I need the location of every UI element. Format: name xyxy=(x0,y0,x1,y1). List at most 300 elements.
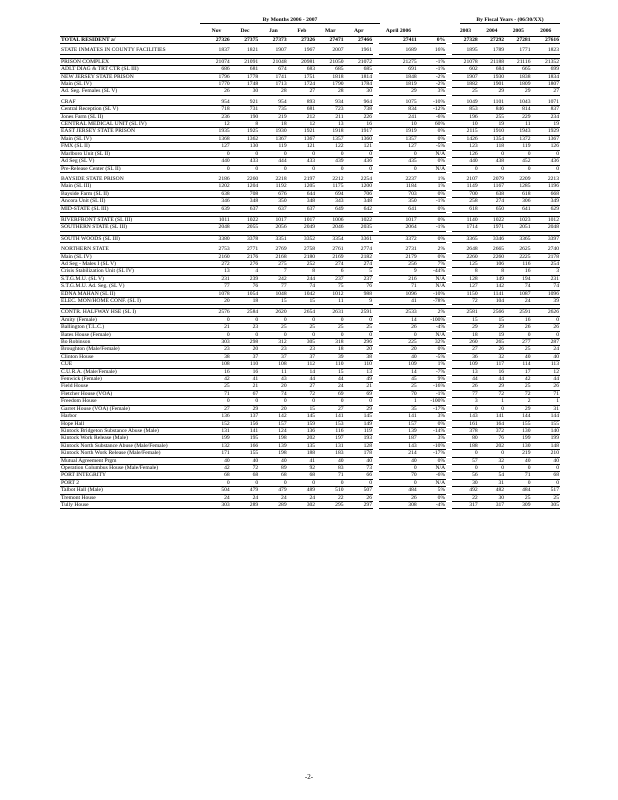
value-cell: 49 xyxy=(345,376,373,383)
value-cell: 2761 xyxy=(316,246,344,253)
value-cell: 202 xyxy=(479,442,505,449)
value-cell: 846 xyxy=(479,106,505,113)
row-label: Main (SL IV) xyxy=(60,135,202,142)
row-label: Field House xyxy=(60,383,202,390)
table-body xyxy=(60,37,560,509)
value-cell: 484 xyxy=(379,487,418,494)
value-cell: 242 xyxy=(259,275,287,282)
value-cell: 1935 xyxy=(202,128,230,135)
value-cell: 1367 xyxy=(288,135,316,142)
value-cell: 8 xyxy=(231,121,259,128)
col-april-2006: April 2006 xyxy=(379,26,418,37)
value-cell: N/A xyxy=(418,165,446,172)
value-cell: N/A xyxy=(418,464,446,471)
row-label: Central Reception (SL V) xyxy=(60,106,202,113)
value-cell: 1907 xyxy=(452,73,478,80)
value-cell: 27375 xyxy=(231,37,259,44)
value-cell: 32 xyxy=(479,353,505,360)
value-cell: 1202 xyxy=(202,183,230,190)
value-cell: 13 xyxy=(452,368,478,375)
value-cell: 1022 xyxy=(231,216,259,223)
value-cell: 2591 xyxy=(345,309,373,316)
value-cell: 12 xyxy=(288,121,316,128)
value-cell: 77 xyxy=(202,283,230,290)
value-cell: 2169 xyxy=(316,253,344,260)
value-cell: 108 xyxy=(259,361,287,368)
value-cell: -78% xyxy=(418,298,446,305)
value-cell: 144 xyxy=(505,413,531,420)
value-cell: 1714 xyxy=(452,224,478,231)
value-cell: 25 xyxy=(316,324,344,331)
value-cell: 31 xyxy=(532,405,561,412)
value-cell: 1022 xyxy=(345,216,373,223)
value-cell: 1 xyxy=(379,398,418,405)
value-cell: 0% xyxy=(418,494,446,501)
value-cell: 183 xyxy=(316,450,344,457)
value-cell: 68 xyxy=(288,472,316,479)
value-cell: 0 xyxy=(532,316,561,323)
value-cell: 28 xyxy=(259,88,287,95)
value-cell: 1796 xyxy=(202,73,230,80)
row-label: Bayside Farm (SL II) xyxy=(60,190,202,197)
value-cell: 71 xyxy=(316,472,344,479)
value-cell: 348 xyxy=(345,198,373,205)
value-cell: 1961 xyxy=(345,47,373,54)
value-cell: 2237 xyxy=(379,176,418,183)
value-cell: 69 xyxy=(316,390,344,397)
value-cell: 29 xyxy=(505,88,531,95)
value-cell: 2049 xyxy=(288,224,316,231)
value-cell: 444 xyxy=(259,158,287,165)
col-pct xyxy=(418,26,446,37)
value-cell: 119 xyxy=(259,143,287,150)
value-cell: 2176 xyxy=(231,253,259,260)
value-cell: 40 xyxy=(505,457,531,464)
row-label: Garret House (VOA) (Female) xyxy=(60,405,202,412)
value-cell: 1357 xyxy=(316,135,344,142)
value-cell: 139 xyxy=(259,442,287,449)
value-cell: 814 xyxy=(505,106,531,113)
table-row xyxy=(60,73,560,80)
value-cell: 258 xyxy=(452,198,478,205)
table-row xyxy=(60,398,560,405)
value-cell: 27411 xyxy=(379,37,418,44)
value-cell: 106 xyxy=(479,260,505,267)
value-cell: 1426 xyxy=(452,135,478,142)
table-row xyxy=(60,183,560,190)
value-cell: 723 xyxy=(316,106,344,113)
value-cell: 119 xyxy=(505,143,531,150)
value-cell: 2048 xyxy=(202,224,230,231)
value-cell: 3351 xyxy=(259,235,287,242)
value-cell: 42 xyxy=(202,464,230,471)
value-cell: 2% xyxy=(418,246,446,253)
value-cell: N/A xyxy=(418,275,446,282)
value-cell: 131 xyxy=(202,427,230,434)
value-cell: 31 xyxy=(479,479,505,486)
value-cell: 489 xyxy=(288,487,316,494)
table-row xyxy=(60,190,560,197)
value-cell: 25 xyxy=(505,383,531,390)
value-cell: 41 xyxy=(288,457,316,464)
value-cell: 1167 xyxy=(479,183,505,190)
table-row xyxy=(60,260,560,267)
value-cell: 2212 xyxy=(316,176,344,183)
value-cell: 143 xyxy=(379,442,418,449)
value-cell: 44 xyxy=(316,376,344,383)
row-label: Hope Hall xyxy=(60,420,202,427)
value-cell: 26 xyxy=(379,494,418,501)
value-cell: 2625 xyxy=(505,246,531,253)
value-cell: 1096 xyxy=(532,290,561,297)
value-cell: 3 xyxy=(452,398,478,405)
table-row xyxy=(60,246,560,253)
value-cell: 126 xyxy=(452,150,478,157)
value-cell: 1101 xyxy=(479,99,505,106)
value-cell: 16 xyxy=(231,368,259,375)
table-row xyxy=(60,58,560,65)
row-label: PRISON COMPLEX xyxy=(60,58,202,65)
value-cell: 21 xyxy=(345,383,373,390)
value-cell: 26 xyxy=(379,324,418,331)
table-row xyxy=(60,435,560,442)
value-cell: 1017 xyxy=(288,216,316,223)
value-cell: 0 xyxy=(379,331,418,338)
value-cell: 40 xyxy=(231,457,259,464)
value-cell: 296 xyxy=(345,339,373,346)
value-cell: 27 xyxy=(202,405,230,412)
value-cell: 0 xyxy=(316,331,344,338)
value-cell: 1807 xyxy=(532,81,561,88)
value-cell: 1814 xyxy=(345,73,373,80)
row-label: Ancora Unit (SL II) xyxy=(60,198,202,205)
table-row xyxy=(60,268,560,275)
value-cell: 1751 xyxy=(288,73,316,80)
value-cell: 23 xyxy=(202,346,230,353)
value-cell: 29 xyxy=(231,405,259,412)
value-cell: 155 xyxy=(532,420,561,427)
value-cell: 29 xyxy=(345,405,373,412)
value-cell: 1204 xyxy=(231,183,259,190)
value-cell: 40 xyxy=(532,353,561,360)
value-cell: 0 xyxy=(479,464,505,471)
row-label: TOTAL RESIDENT a/ xyxy=(60,37,202,44)
value-cell: 343 xyxy=(316,198,344,205)
value-cell: 30 xyxy=(479,494,505,501)
value-cell: 195 xyxy=(231,435,259,442)
value-cell: 2581 xyxy=(452,309,478,316)
value-cell: 676 xyxy=(259,190,287,197)
value-cell: 72 xyxy=(231,464,259,471)
value-cell: 37 xyxy=(288,353,316,360)
value-cell: 440 xyxy=(202,158,230,165)
value-cell: 295 xyxy=(316,501,344,508)
value-cell: 2218 xyxy=(259,176,287,183)
table-row xyxy=(60,47,560,54)
value-cell: 0 xyxy=(316,479,344,486)
value-cell: 21275 xyxy=(379,58,418,65)
value-cell: 2769 xyxy=(259,246,287,253)
value-cell: 0 xyxy=(379,150,418,157)
value-cell: 507 xyxy=(345,487,373,494)
value-cell: 0 xyxy=(288,316,316,323)
value-cell: 18 xyxy=(231,298,259,305)
value-cell: 703 xyxy=(379,190,418,197)
value-cell: -10% xyxy=(418,99,446,106)
value-cell: 161 xyxy=(452,420,478,427)
value-cell: 27471 xyxy=(316,37,344,44)
value-cell: 0 xyxy=(505,331,531,338)
group-header xyxy=(60,16,560,26)
value-cell: 665 xyxy=(505,66,531,73)
value-cell: 143 xyxy=(452,413,478,420)
col-apr: Apr xyxy=(345,26,373,37)
value-cell: 130 xyxy=(505,427,531,434)
table-row xyxy=(60,283,560,290)
value-cell: 12 xyxy=(202,121,230,128)
value-cell: 16% xyxy=(418,47,446,54)
value-cell: 241 xyxy=(379,113,418,120)
value-cell: 317 xyxy=(452,501,478,508)
value-cell: 193 xyxy=(345,435,373,442)
value-cell: 25 xyxy=(379,383,418,390)
value-cell: 372 xyxy=(479,427,505,434)
value-cell: 637 xyxy=(231,205,259,212)
value-cell: 32% xyxy=(418,339,446,346)
value-cell: 8 xyxy=(479,268,505,275)
value-cell: -1% xyxy=(418,390,446,397)
value-cell: 14 xyxy=(288,368,316,375)
value-cell: 2178 xyxy=(532,253,561,260)
value-cell: 0 xyxy=(259,316,287,323)
value-cell: 308 xyxy=(379,501,418,508)
value-cell: 2046 xyxy=(316,224,344,231)
value-cell: 236 xyxy=(202,113,230,120)
value-cell: 492 xyxy=(452,487,478,494)
value-cell: 2035 xyxy=(345,224,373,231)
value-cell: 1071 xyxy=(532,99,561,106)
value-cell: 38 xyxy=(345,353,373,360)
value-cell: 2260 xyxy=(452,253,478,260)
value-cell: 15 xyxy=(288,298,316,305)
table-row xyxy=(60,487,560,494)
value-cell: 68 xyxy=(532,472,561,479)
value-cell: 440 xyxy=(452,158,478,165)
value-cell: 3397 xyxy=(532,235,561,242)
value-cell: 504 xyxy=(202,487,230,494)
value-cell: 188 xyxy=(452,442,478,449)
value-cell: 1790 xyxy=(316,81,344,88)
value-cell: 2225 xyxy=(505,253,531,260)
value-cell: 0 xyxy=(231,331,259,338)
value-cell: 2115 xyxy=(452,128,478,135)
row-label: CUE xyxy=(60,361,202,368)
value-cell: 141 xyxy=(479,413,505,420)
table-row xyxy=(60,88,560,95)
value-cell: 11 xyxy=(316,298,344,305)
value-cell: 108 xyxy=(202,361,230,368)
value-cell: 76 xyxy=(479,435,505,442)
table-row xyxy=(60,479,560,486)
value-cell: 2079 xyxy=(479,176,505,183)
value-cell: 3352 xyxy=(288,235,316,242)
row-label: EAST JERSEY STATE PRISON xyxy=(60,128,202,135)
value-cell: 11 xyxy=(259,368,287,375)
value-cell: 26 xyxy=(345,494,373,501)
value-cell: 1372 xyxy=(505,135,531,142)
value-cell: 2648 xyxy=(452,246,478,253)
value-cell: 56 xyxy=(452,472,478,479)
value-cell: 2179 xyxy=(379,253,418,260)
value-cell: 1882 xyxy=(452,81,478,88)
value-cell: 0 xyxy=(259,479,287,486)
table-row xyxy=(60,165,560,172)
table-row xyxy=(60,253,560,260)
value-cell: 637 xyxy=(259,205,287,212)
value-cell: 0 xyxy=(505,479,531,486)
col-feb: Feb xyxy=(288,26,316,37)
value-cell: 19 xyxy=(479,121,505,128)
value-cell: 42 xyxy=(202,376,230,383)
value-cell: 302 xyxy=(288,501,316,508)
value-cell: 699 xyxy=(532,66,561,73)
value-cell: 2620 xyxy=(259,309,287,316)
value-cell: 436 xyxy=(532,158,561,165)
value-cell: 274 xyxy=(479,198,505,205)
value-cell: 479 xyxy=(231,487,259,494)
value-cell: 0 xyxy=(532,165,561,172)
table-row xyxy=(60,128,560,135)
value-cell: 71 xyxy=(505,472,531,479)
value-cell: 21074 xyxy=(202,58,230,65)
value-cell: 0 xyxy=(379,165,418,172)
value-cell: 22 xyxy=(452,494,478,501)
value-cell: 12 xyxy=(532,368,561,375)
value-cell: 29 xyxy=(479,383,505,390)
value-cell: 3 xyxy=(532,268,561,275)
value-cell: 72 xyxy=(452,298,478,305)
value-cell: N/A xyxy=(418,479,446,486)
value-cell: 318 xyxy=(316,339,344,346)
value-cell: 0 xyxy=(316,165,344,172)
value-cell: 0 xyxy=(231,479,259,486)
value-cell: 188 xyxy=(288,450,316,457)
value-cell: 39 xyxy=(532,298,561,305)
value-cell: 2007 xyxy=(316,47,344,54)
value-cell: 39 xyxy=(316,353,344,360)
value-cell: 155 xyxy=(231,450,259,457)
value-cell: 1354 xyxy=(479,135,505,142)
value-cell: 2584 xyxy=(231,309,259,316)
row-label: Fenwick (Female) xyxy=(60,376,202,383)
value-cell: 276 xyxy=(231,260,259,267)
value-cell: 3365 xyxy=(505,235,531,242)
value-cell: 118 xyxy=(479,143,505,150)
value-cell: 45 xyxy=(379,376,418,383)
row-label: Talbot Hall (Male) xyxy=(60,487,202,494)
value-cell: 642 xyxy=(345,205,373,212)
table-row xyxy=(60,275,560,282)
value-cell: 964 xyxy=(345,99,373,106)
value-cell: 650 xyxy=(479,205,505,212)
value-cell: 1943 xyxy=(505,128,531,135)
value-cell: 72 xyxy=(288,390,316,397)
value-cell: 21091 xyxy=(231,58,259,65)
value-cell: 2254 xyxy=(345,176,373,183)
value-cell: 435 xyxy=(379,158,418,165)
value-cell: 1895 xyxy=(452,47,478,54)
value-cell: 265 xyxy=(479,339,505,346)
table-row xyxy=(60,290,560,297)
value-cell: 2758 xyxy=(288,246,316,253)
value-cell: 0 xyxy=(231,316,259,323)
value-cell: 121 xyxy=(345,143,373,150)
value-cell: 1724 xyxy=(288,81,316,88)
value-cell: 1% xyxy=(418,361,446,368)
value-cell: 1360 xyxy=(345,135,373,142)
value-cell: 738 xyxy=(345,106,373,113)
table-row xyxy=(60,353,560,360)
value-cell: 1770 xyxy=(202,81,230,88)
value-cell: 1971 xyxy=(479,224,505,231)
table-row xyxy=(60,472,560,479)
value-cell: 225 xyxy=(379,339,418,346)
value-cell: 274 xyxy=(345,260,373,267)
value-cell: 452 xyxy=(505,158,531,165)
value-cell: 0% xyxy=(418,205,446,212)
value-cell: 3% xyxy=(418,435,446,442)
value-cell: 219 xyxy=(505,450,531,457)
value-cell: 141 xyxy=(316,413,344,420)
value-cell: 80 xyxy=(452,435,478,442)
value-cell: 3346 xyxy=(479,235,505,242)
value-cell: 1823 xyxy=(532,47,561,54)
value-cell: 2533 xyxy=(379,309,418,316)
value-cell: 1096 xyxy=(379,290,418,297)
value-cell: 21188 xyxy=(479,58,505,65)
value-cell: -12% xyxy=(418,106,446,113)
col-2003: 2003 xyxy=(452,26,478,37)
value-cell: 0 xyxy=(479,450,505,457)
value-cell: 13 xyxy=(202,268,230,275)
value-cell: 668 xyxy=(532,190,561,197)
value-cell: 3% xyxy=(418,88,446,95)
value-cell: 1362 xyxy=(231,135,259,142)
table-row xyxy=(60,464,560,471)
value-cell: 30 xyxy=(345,88,373,95)
value-cell: 8 xyxy=(288,268,316,275)
value-cell: 297 xyxy=(345,501,373,508)
value-cell: 139 xyxy=(379,427,418,434)
value-cell: 275 xyxy=(259,260,287,267)
col-mar: Mar xyxy=(316,26,344,37)
value-cell: 122 xyxy=(316,143,344,150)
value-cell: 289 xyxy=(231,501,259,508)
value-cell: 113 xyxy=(532,361,561,368)
value-cell: 74 xyxy=(259,390,287,397)
value-cell: 89 xyxy=(259,464,287,471)
value-cell: 71 xyxy=(532,390,561,397)
value-cell: 1930 xyxy=(259,128,287,135)
value-cell: 954 xyxy=(202,99,230,106)
value-cell: 15 xyxy=(479,316,505,323)
value-cell: 1012 xyxy=(316,290,344,297)
value-cell: 2048 xyxy=(532,224,561,231)
value-cell: 145 xyxy=(288,413,316,420)
value-cell: 130 xyxy=(231,143,259,150)
value-cell: 602 xyxy=(452,66,478,73)
value-cell: 0 xyxy=(202,331,230,338)
